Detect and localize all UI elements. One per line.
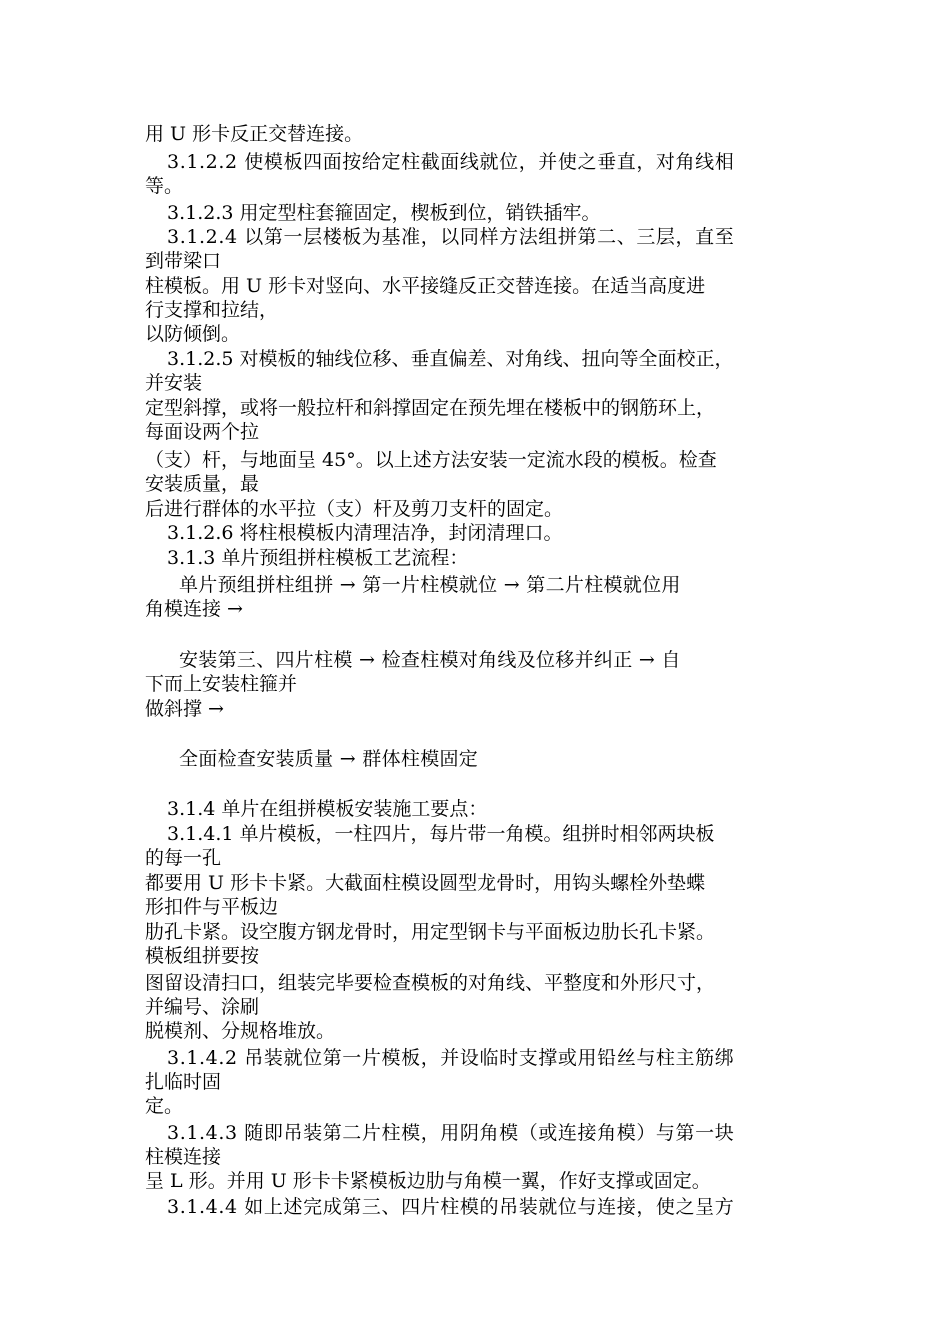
text-line: 图留设清扫口，组装完毕要检查模板的对角线、平整度和外形尺寸， <box>145 972 716 994</box>
process-flow-line: 做斜撑 → <box>145 698 224 720</box>
text-line: 呈 L 形。并用 U 形卡卡紧模板边肋与角模一翼，作好支撑或固定。 <box>145 1170 711 1192</box>
text-line: 3.1.4.4 如上述完成第三、四片柱模的吊装就位与连接，使之呈方 <box>167 1196 735 1218</box>
text-line: 3.1.2.6 将柱根模板内清理洁净，封闭清理口。 <box>167 522 563 544</box>
process-flow-line: 安装第三、四片柱模 → 检查柱模对角线及位移并纠正 → 自 <box>179 649 681 671</box>
text-line: 柱模板。用 U 形卡对竖向、水平接缝反正交替连接。在适当高度进 <box>145 275 706 297</box>
text-line: 形扣件与平板边 <box>145 896 279 918</box>
text-line: 3.1.4.1 单片模板，一柱四片，每片带一角模。组拼时相邻两块板 <box>167 823 715 845</box>
process-flow-line: 全面检查安装质量 → 群体柱模固定 <box>179 748 479 770</box>
text-line: 肋孔卡紧。设空腹方钢龙骨时，用定型钢卡与平面板边肋长孔卡紧。 <box>145 921 716 943</box>
text-line: 3.1.2.4 以第一层楼板为基准，以同样方法组拼第二、三层，直至 <box>167 226 735 248</box>
text-line: 等。 <box>145 175 184 197</box>
text-line: 并编号、涂刷 <box>145 996 260 1018</box>
process-flow-line: 单片预组拼柱组拼 → 第一片柱模就位 → 第二片柱模就位用 <box>179 574 681 596</box>
process-flow-line: 下而上安装柱箍并 <box>145 673 298 695</box>
text-line: 每面设两个拉 <box>145 421 260 443</box>
text-line: 3.1.2.5 对模板的轴线位移、垂直偏差、对角线、扭向等全面校正， <box>167 348 734 370</box>
text-line: 模板组拼要按 <box>145 945 260 967</box>
text-line: 并安装 <box>145 372 203 394</box>
text-line: 柱模连接 <box>145 1146 222 1168</box>
text-line: 3.1.2.2 使模板四面按给定柱截面线就位，并使之垂直，对角线相 <box>167 151 735 173</box>
text-line: 用 U 形卡反正交替连接。 <box>145 123 364 145</box>
text-line: 都要用 U 形卡卡紧。大截面柱模设圆型龙骨时，用钩头螺栓外垫蝶 <box>145 872 706 894</box>
text-line: 3.1.3 单片预组拼柱模板工艺流程： <box>167 547 469 569</box>
text-line: 到带梁口 <box>145 250 222 272</box>
text-line: 3.1.4.2 吊装就位第一片模板，并设临时支撑或用铅丝与柱主筋绑 <box>167 1047 735 1069</box>
text-line: 后进行群体的水平拉（支）杆及剪刀支杆的固定。 <box>145 498 564 520</box>
text-line: 的每一孔 <box>145 847 222 869</box>
text-line: 3.1.2.3 用定型柱套箍固定，楔板到位，销铁插牢。 <box>167 202 601 224</box>
text-line: 脱模剂、分规格堆放。 <box>145 1020 336 1042</box>
process-flow-line: 角模连接 → <box>145 598 243 620</box>
text-line: 3.1.4.3 随即吊装第二片柱模，用阴角模（或连接角模）与第一块 <box>167 1122 735 1144</box>
text-line: （支）杆，与地面呈 45°。以上述方法安装一定流水段的模板。检查 <box>145 449 717 471</box>
text-line: 定型斜撑，或将一般拉杆和斜撑固定在预先埋在楼板中的钢筋环上， <box>145 397 716 419</box>
text-line: 以防倾倒。 <box>145 323 241 345</box>
text-line: 安装质量，最 <box>145 473 260 495</box>
text-line: 行支撑和拉结， <box>145 299 279 321</box>
text-line: 定。 <box>145 1095 184 1117</box>
text-line: 扎临时固 <box>145 1071 222 1093</box>
text-line: 3.1.4 单片在组拼模板安装施工要点： <box>167 798 488 820</box>
